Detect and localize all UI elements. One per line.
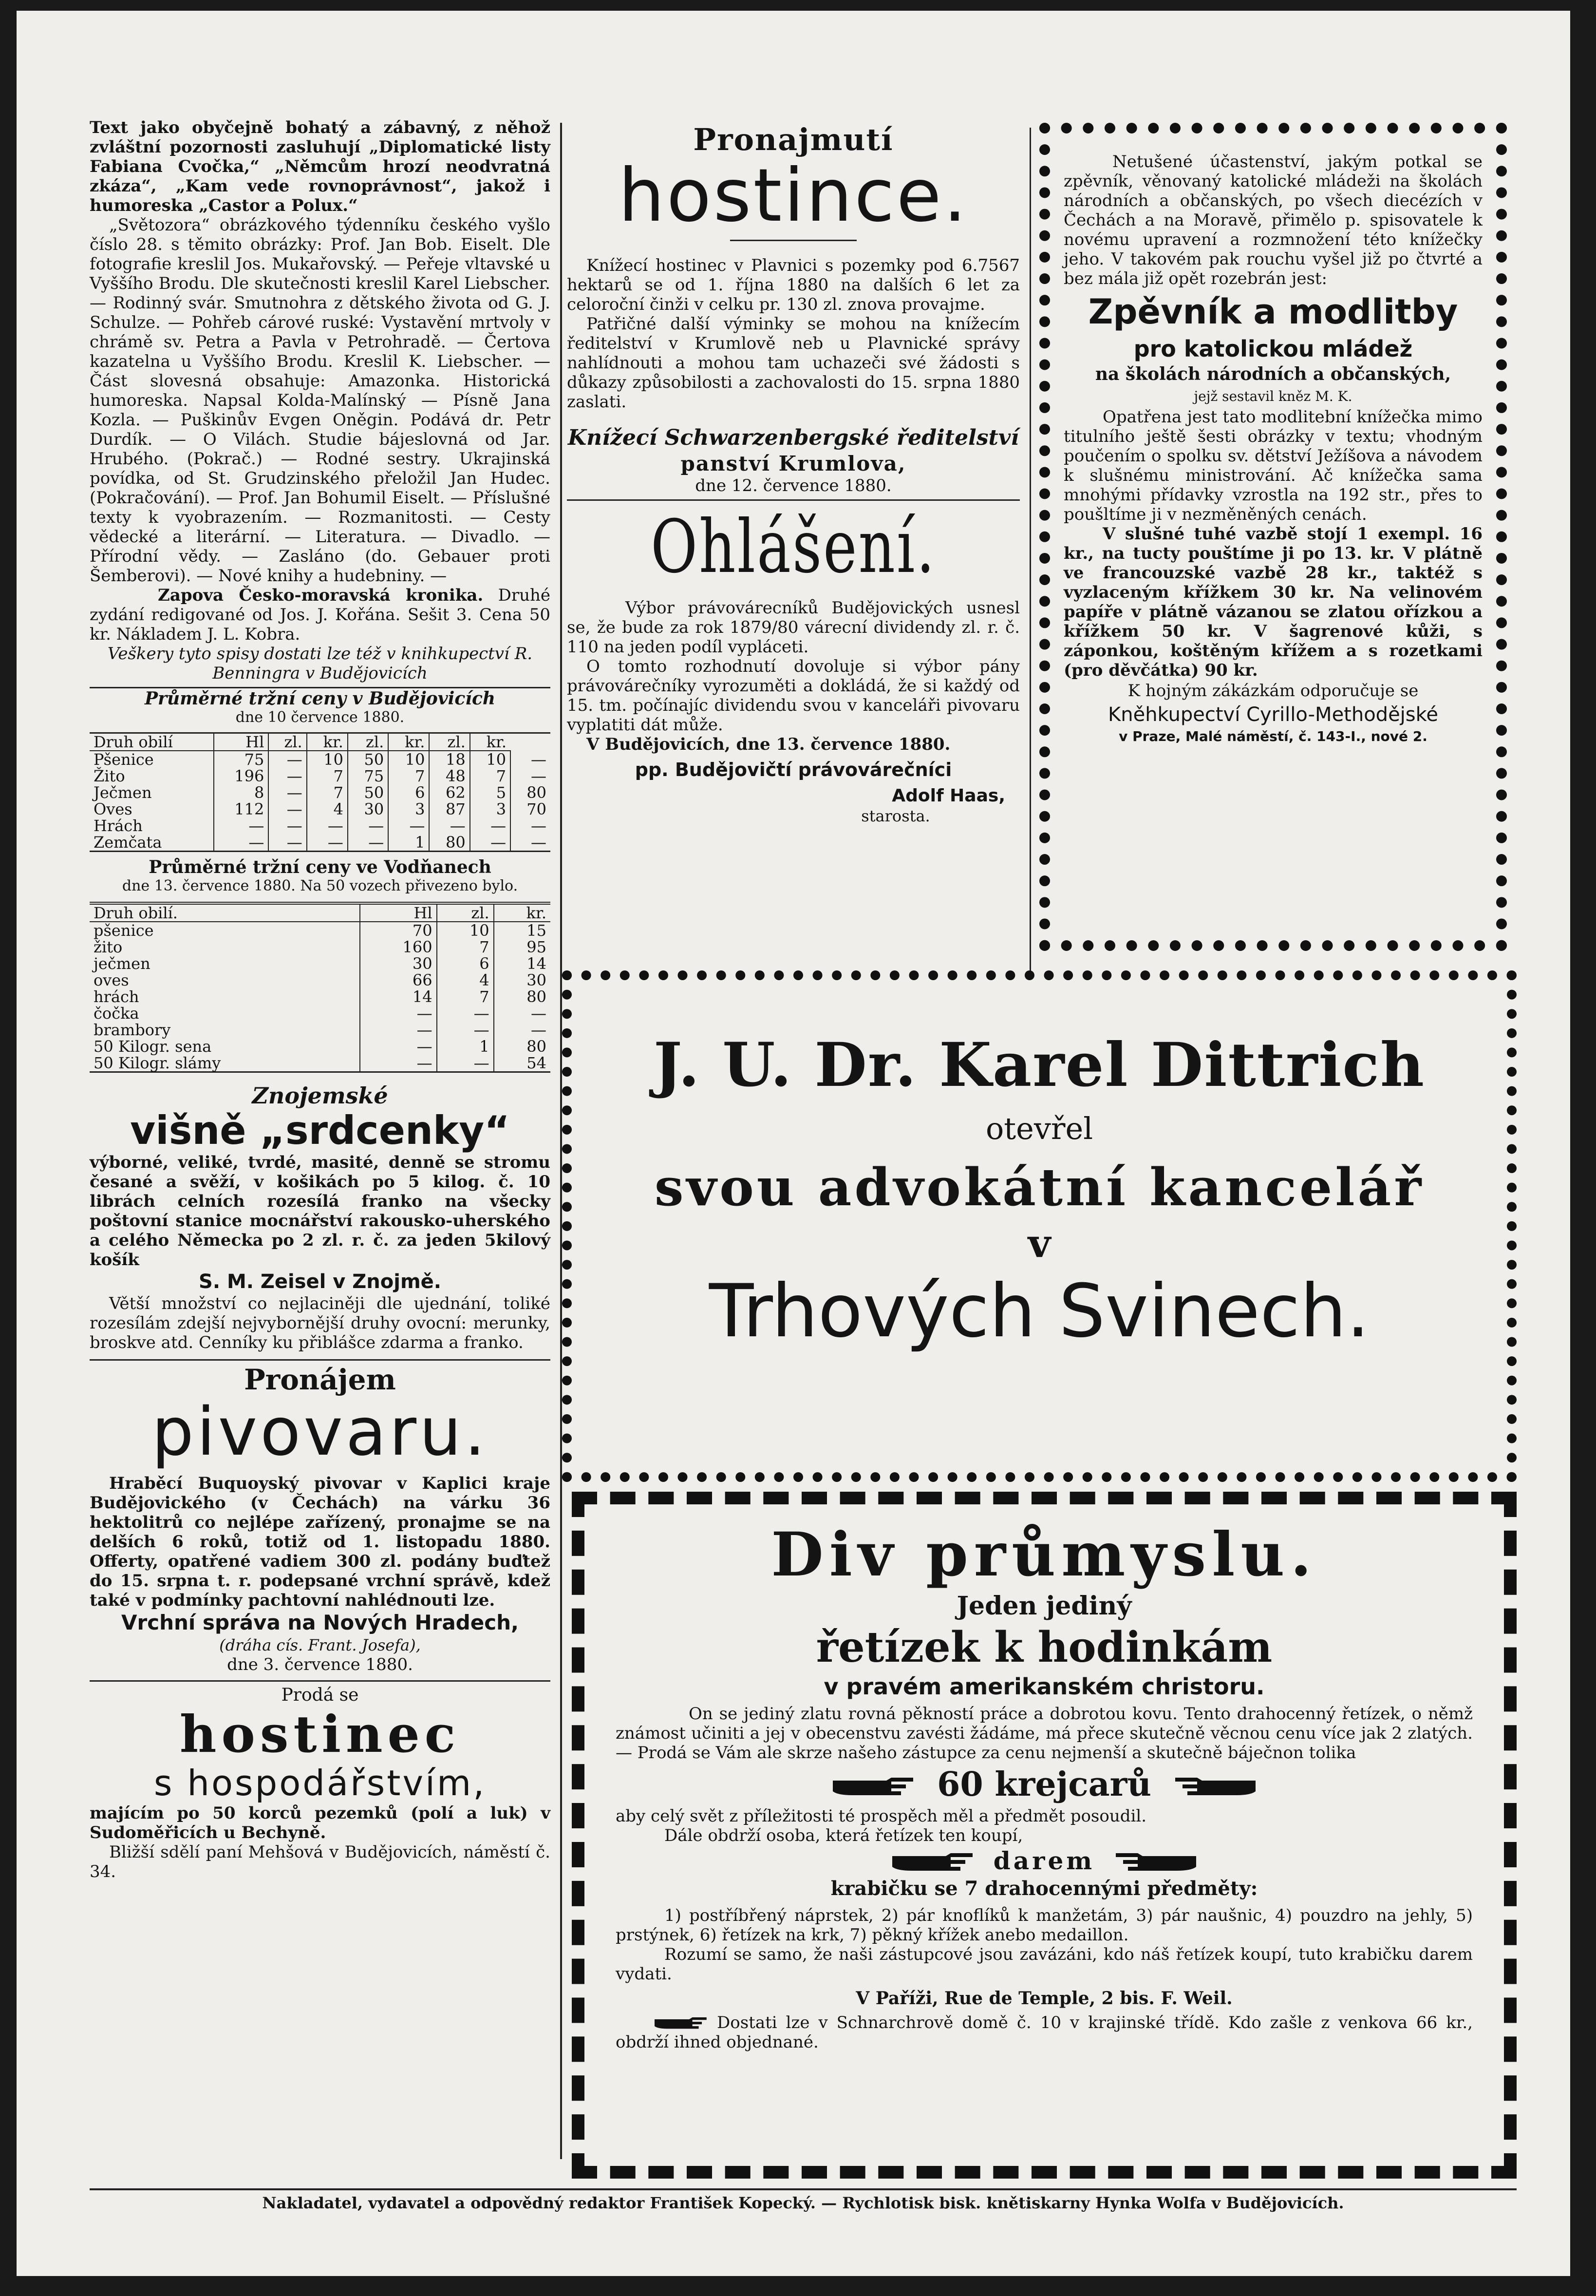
- middle-column: [567, 123, 1020, 825]
- div-text5: Dostati lze v Schnarchrově domě č. 10 v krajinské třídě. Kdo zašle z venkova 66 kr., obdrží ihned objednané.: [616, 2013, 1473, 2052]
- table-cell: 1: [388, 834, 429, 852]
- table-cell: —: [510, 751, 550, 768]
- table-cell: 7: [437, 939, 494, 955]
- table-row: [90, 1038, 550, 1055]
- hostinec-sale-subtitle: s hospodářstvím,: [153, 1763, 487, 1803]
- zpevnik-author: jejž sestavil kněz M. K.: [1194, 388, 1352, 404]
- table-cell: 7: [307, 768, 348, 784]
- ohlaseni-name: Adolf Haas,: [892, 786, 1005, 806]
- table-cell: 50 Kilogr. sena: [94, 1037, 212, 1056]
- footer-imprint: Nakladatel, vydavatel a odpovědný redaktor František Kopecký. — Rychlotisk bisk. knětiskarny Hynka Wolfa v Budějovicích.: [262, 2194, 1344, 2212]
- zpevnik-sub2: na školách národních a občanských,: [1095, 364, 1451, 384]
- table-cell: 48: [429, 768, 469, 784]
- hostinec-sale-heading: Prodá se: [281, 1685, 359, 1705]
- table-cell: 18: [429, 751, 469, 768]
- table-cell: 50: [348, 784, 388, 801]
- market1-date: dne 10 července 1880.: [235, 709, 405, 726]
- schwarzenberg-signature: Knížecí Schwarzenbergské ředitelství: [567, 425, 1019, 450]
- table-cell: 14: [494, 955, 550, 972]
- table-row: [90, 834, 550, 852]
- column-divider-middle: [1030, 128, 1031, 975]
- table-cell: 30: [348, 801, 388, 817]
- table-header-cell: kr.: [470, 733, 510, 751]
- zpevnik-address: v Praze, Malé náměstí, č. 143-I., nové 2.: [1119, 728, 1427, 744]
- table-cell: —: [214, 834, 268, 852]
- table-cell: 6: [437, 955, 494, 972]
- table-header-cell: Druh obilí.: [90, 903, 360, 922]
- table-cell: 7: [470, 768, 510, 784]
- table-cell: 54: [494, 1055, 550, 1072]
- zpevnik-prices: V slušné tuhé vazbě stojí 1 exempl. 16 kr., na tucty pouštíme ji po 13. kr. V plátně ve francouzské vazbě 28 kr., taktéž s vyzlaceným křížkem 30 kr. Na velinovém papíře v plátně vázanou se zlatou ořízkou a křížkem 50 kr. V šagrenové kůži, s záponkou, koštěným křížem a s rozetkami (pro děvčátka) 90 kr.: [1064, 524, 1483, 680]
- table-cell: 50 Kilogr. slámy: [94, 1054, 221, 1072]
- table-cell: 8: [214, 784, 268, 801]
- hostinec-sale-ad: [90, 1680, 550, 1881]
- table-cell: 5: [470, 784, 510, 801]
- ohlaseni-place: V Budějovicích, dne 13. července 1880.: [586, 735, 951, 754]
- table-row: [90, 939, 550, 955]
- ohlaseni-title: Ohlášení.: [651, 505, 936, 589]
- table-cell: —: [510, 834, 550, 852]
- table-cell: —: [360, 1038, 437, 1055]
- table-cell: 4: [307, 801, 348, 817]
- table-cell: —: [268, 784, 306, 801]
- table-header-cell: kr.: [307, 733, 348, 751]
- table-cell: ječmen: [94, 954, 150, 973]
- table-cell: Oves: [94, 800, 132, 818]
- dittrich-line1: otevřel: [985, 1111, 1093, 1146]
- table-header-cell: Druh obilí: [90, 733, 214, 751]
- table-cell: 62: [429, 784, 469, 801]
- div-sub3: v pravém amerikanském christoru.: [824, 1673, 1265, 1700]
- table-header-cell: zl.: [429, 733, 469, 751]
- table-header-cell: Hl: [360, 903, 437, 922]
- table-cell: —: [437, 1005, 494, 1022]
- zpevnik-shop: Kněhkupectví Cyrillo-Methodějské: [1108, 703, 1438, 726]
- table-header-cell: zl.: [348, 733, 388, 751]
- table-cell: —: [470, 817, 510, 834]
- pronajmuti-heading: Pronajmutí: [693, 122, 894, 157]
- div-price-line: [616, 1763, 1473, 1806]
- table-cell: —: [214, 817, 268, 834]
- table-row: [90, 751, 550, 768]
- table-cell: —: [348, 817, 388, 834]
- hostinec-sale-text2: Bližší sdělí paní Mehšová v Budějovicích, náměstí č. 34.: [90, 1842, 550, 1881]
- kronika-text: Druhé zydání redigované od Jos. J. Kořána. Sešit 3. Cena 50 kr. Nákladem J. L. Kobra.: [90, 586, 551, 644]
- table-cell: čočka: [94, 1004, 139, 1023]
- newspaper-page: [17, 11, 1570, 2276]
- ohlaseni-text2: O tomto rozhodnutí dovoluje si výbor pány právovárečníky vyrozuměti a dokládá, že si každý od 15. tm. počínajíc dividendu svou v kanceláři pivovaru vyplatiti dát může.: [567, 657, 1020, 735]
- table-cell: —: [510, 817, 550, 834]
- pivovar-heading: Pronájem: [244, 1363, 396, 1396]
- table-cell: 15: [494, 922, 550, 939]
- pivovar-railway: (dráha cís. Frant. Josefa),: [219, 1636, 421, 1654]
- table-cell: —: [437, 1055, 494, 1072]
- table-row: [90, 784, 550, 801]
- table-cell: —: [268, 817, 306, 834]
- table-cell: Pšenice: [94, 750, 154, 769]
- table-row: [90, 801, 550, 817]
- div-text4: Rozumí se samo, že naši zástupcové jsou zavázáni, kdo náš řetízek koupí, tuto krabičku darem vydati.: [616, 1945, 1473, 1984]
- table-cell: 80: [510, 784, 550, 801]
- visne-seller: S. M. Zeisel v Znojmě.: [199, 1271, 441, 1293]
- pointing-hand-right-icon: [655, 2016, 708, 2031]
- table-cell: 10: [470, 751, 510, 768]
- schwarzenberg-signature2: panství Krumlova,: [680, 452, 906, 475]
- table-cell: 10: [388, 751, 429, 768]
- table-cell: 196: [214, 768, 268, 784]
- visne-text: výborné, veliké, tvrdé, masité, denně se stromu česané a svěží, v košikách po 5 kilog. č. 10 librách celních rozesílá franko na všecky poštovní stanice mocnářství rakousko-uherského a celého Německa po 2 zl. r. č. za jeden 5kilový košík: [90, 1153, 550, 1270]
- table-cell: 160: [360, 939, 437, 955]
- table-row: [90, 988, 550, 1005]
- table-cell: hrách: [94, 987, 139, 1006]
- table-cell: 7: [388, 768, 429, 784]
- table-cell: žito: [94, 938, 123, 956]
- zpevnik-recommend: K hojným zákázkám odporučuje se: [1127, 681, 1419, 701]
- table-cell: Hrách: [94, 816, 143, 835]
- table-cell: 95: [494, 939, 550, 955]
- table-cell: 75: [348, 768, 388, 784]
- dittrich-name: J. U. Dr. Karel Dittrich: [653, 1030, 1426, 1101]
- table-row: [90, 768, 550, 784]
- table-row: [90, 817, 550, 834]
- market2-table: [90, 902, 550, 1073]
- ohlaseni-role: starosta.: [861, 807, 930, 825]
- table-cell: 7: [307, 784, 348, 801]
- middle-separator: [567, 499, 1020, 501]
- div-text3: Dále obdrží osoba, která řetízek ten koupí,: [664, 1826, 1023, 1845]
- pronajmuti-title: hostince.: [618, 153, 969, 238]
- div-address: V Paříži, Rue de Temple, 2 bis. F. Weil.: [856, 1988, 1233, 2009]
- table-row: [90, 955, 550, 972]
- table-cell: —: [510, 768, 550, 784]
- kronika-title: Zapova Česko-moravská kronika.: [158, 586, 484, 605]
- div-gift-line: [616, 1845, 1473, 1877]
- table-cell: 80: [429, 834, 469, 852]
- table-header-cell: kr.: [388, 733, 429, 751]
- pronajmuti-text2: Patřičné další výminky se mohou na knížecím ředitelství v Krumlově neb u Plavnické správy nahlídnouti a mohou tam uchazeči své žádosti s důkazy způsobilosti a zachovalosti do 15. srpna 1880 zaslati.: [567, 314, 1020, 412]
- market-table-budejovice: [90, 687, 550, 852]
- div-gift: darem: [993, 1846, 1095, 1875]
- table-cell: —: [360, 1022, 437, 1038]
- table-row: [90, 922, 550, 939]
- visne-title: višně „srdcenky“: [130, 1108, 510, 1153]
- table-cell: 80: [494, 1038, 550, 1055]
- market1-table: [90, 732, 550, 852]
- pivovar-signature: Vrchní správa na Nových Hradech,: [121, 1611, 519, 1634]
- visne-origin: Znojemské: [252, 1082, 388, 1109]
- div-title: Div průmyslu.: [771, 1519, 1317, 1590]
- div-text2: aby celý svět z příležitosti té prospěch měl a předmět posoudil.: [616, 1806, 1147, 1826]
- table-cell: —: [429, 817, 469, 834]
- div-price: 60 krejcarů: [937, 1765, 1151, 1804]
- table-cell: —: [494, 1005, 550, 1022]
- pointing-hand-right-icon: [833, 1777, 916, 1798]
- zpevnik-title: Zpěvník a modlitby: [1088, 292, 1458, 332]
- div-sub1: Jeden jediný: [957, 1591, 1132, 1621]
- table-cell: 50: [348, 751, 388, 768]
- table-cell: 87: [429, 801, 469, 817]
- table-cell: 75: [214, 751, 268, 768]
- table-cell: 3: [388, 801, 429, 817]
- table-cell: oves: [94, 971, 129, 989]
- table-row: [90, 1055, 550, 1072]
- visne-text2: Větší množství co nejlaciněji dle ujednání, toliké rozesílám zdejší nejvybornější druhy ovocní: merunky, broskve atd. Cenníky ku přiblášce zdarma a franko.: [90, 1294, 550, 1352]
- zpevnik-sub: pro katolickou mládež: [1133, 336, 1413, 362]
- table-cell: pšenice: [94, 921, 154, 940]
- review-paragraph: Text jako obyčejně bohatý a zábavný, z něhož zvláštní pozornosti zasluhují „Diplomatické listy Fabiana Cvočka,“ „Němcům hrozí neodvratná zkáza“, „Kam vede rovnoprávnost“, jakož i humoreska „Castor a Polux.“: [90, 118, 550, 215]
- hostinec-sale-text: majícím po 50 korců pezemků (polí a luk) v Sudoměřicích u Bechyně.: [90, 1803, 550, 1842]
- table-cell: Ječmen: [94, 783, 152, 802]
- table-cell: 66: [360, 972, 437, 988]
- pointing-hand-right-icon: [892, 1852, 975, 1874]
- div-sub2: řetízek k hodinkám: [816, 1623, 1273, 1672]
- table-cell: Žito: [94, 767, 125, 785]
- table-header-cell: zl.: [437, 903, 494, 922]
- bottom-rule: [90, 2188, 1517, 2190]
- title-flourish: [730, 240, 857, 241]
- pivovar-ad: [90, 1359, 550, 1674]
- pivovar-text: Hraběcí Buquoyský pivovar v Kaplici kraje Budějovického (v Čechách) na várku 36 hektolitrů co nejlépe zařízený, pronajme se na delších 6 roků, totiž od 1. listopadu 1880. Offerty, opatřené vadiem 300 zl. podány buďtež do 15. srpna t. r. podepsané vrchní správě, kdež také v podmínky pachtovní nahlédnouti lze.: [90, 1474, 550, 1610]
- market1-title: Průměrné tržní ceny v Budějovicích: [144, 688, 496, 709]
- pointing-hand-left-icon: [1113, 1852, 1196, 1874]
- div-box: krabičku se 7 drahocennými předměty:: [830, 1877, 1258, 1900]
- table-cell: 10: [307, 751, 348, 768]
- kronika-note: Veškery tyto spisy dostati lze též v knihkupectví R. Benningra v Budějovicích: [107, 644, 533, 683]
- div-text5-line: [616, 2013, 1473, 2052]
- table-header-cell: zl.: [268, 733, 306, 751]
- zpevnik-text: Netušené účastenství, jakým potkal se zpěvník, věnovaný katolické mládeži na školách národních a občanských, po všech diecézích v Čechách a na Moravě, přimělo p. spisovatele k novému upravení a rozmnožení této knížečky jeho. V takovém pak rouchu vyšel již po čtvrté a bez mála již opět rozebrán jest:: [1064, 152, 1483, 288]
- div-items: 1) postříbřený náprstek, 2) pár knoflíků k manžetám, 3) pár naušnic, 4) pouzdro na jehly, 5) prstýnek, 6) řetízek na krk, 7) pěkný křížek anebo medaillon.: [616, 1906, 1473, 1945]
- market-table-vodnany: [90, 857, 550, 1073]
- table-row: [90, 1022, 550, 1038]
- market2-date: dne 13. července 1880. Na 50 vozech přivezeno bylo.: [122, 877, 518, 894]
- table-cell: —: [348, 834, 388, 852]
- table-cell: —: [437, 1022, 494, 1038]
- table-cell: —: [268, 751, 306, 768]
- table-cell: 3: [470, 801, 510, 817]
- table-row: [90, 972, 550, 988]
- table-cell: 1: [437, 1038, 494, 1055]
- table-cell: brambory: [94, 1021, 171, 1039]
- market2-title: Průměrné tržní ceny ve Vodňanech: [149, 857, 491, 877]
- pivovar-date: dne 3. července 1880.: [227, 1655, 413, 1674]
- table-cell: 70: [510, 801, 550, 817]
- table-header-cell: Hl: [214, 733, 268, 751]
- table-cell: —: [470, 834, 510, 852]
- table-cell: 112: [214, 801, 268, 817]
- left-column: [90, 118, 550, 1881]
- div-ad: [616, 1521, 1473, 2052]
- table-cell: 6: [388, 784, 429, 801]
- table-cell: 30: [360, 955, 437, 972]
- table-cell: —: [268, 834, 306, 852]
- zpevnik-text2: Opatřena jest tato modlitební knížečka mimo titulního ještě šesti obrázky v textu; vhodným poučením o spolku sv. dětství Ježíšova a návodem k slušnému ministrování. Ač knížečka sama mnohými přídavky vzrostla na 192 str., přes to poušltíme ji v nezměněných cenách.: [1064, 407, 1483, 524]
- dittrich-line3: v: [1028, 1220, 1051, 1266]
- dittrich-line4: Trhových Svinech.: [709, 1269, 1370, 1354]
- table-cell: 4: [437, 972, 494, 988]
- ohlaseni-text: Výbor právovárecníků Budějovických usnesl se, že bude za rok 1879/80 várecní dividendy zl. r. č. 110 na jeden podíl vypláceti.: [567, 598, 1020, 657]
- table-cell: 30: [494, 972, 550, 988]
- table-cell: —: [268, 801, 306, 817]
- pivovar-title: pivovaru.: [151, 1394, 488, 1471]
- dittrich-line2: svou advokátní kancelář: [654, 1157, 1425, 1217]
- hostinec-sale-title: hostinec: [179, 1704, 461, 1764]
- table-cell: —: [307, 817, 348, 834]
- pointing-hand-left-icon: [1173, 1777, 1256, 1798]
- table-cell: 14: [360, 988, 437, 1005]
- zpevnik-ad: [1064, 152, 1483, 745]
- visne-ad: [90, 1082, 550, 1352]
- table-cell: 70: [360, 922, 437, 939]
- table-cell: —: [494, 1022, 550, 1038]
- svetozor-paragraph: „Světozora“ obrázkového týdenníku českého vyšlo číslo 28. s těmito obrázky: Prof. Jan Bob. Eiselt. Dle fotografie kreslil Jos. Mukařovský. — Peřeje vltavské u Vyššího Brodu. Dle skutečnosti kreslil Karel Liebscher. — Rodinný svár. Smutnohra z dětského života od G. J. Schulze. — Pohřeb cárové ruské: Vystavění mrtvoly v chrámě sv. Petra a Pavla v Petrohradě. — Čertova kazatelna u Vyššího Brodu. Kreslil K. Liebscher. — Část slovesná obsahuje: Amazonka. Historická humoreska. Napsal Kolda-Malínský — Písně Jana Kozla. — Puškinův Evgen Oněgin. Podává dr. Petr Durdík. — O Vilách. Studie bájeslovná od Jar. Hrubého. (Pokrač.) — Rodné sestry. Ukrajinská povídka, od St. Grudzinského přeložil Jan Hudec. (Pokračování). — Prof. Jan Bohumil Eiselt. — Příslušné texty k vyobrazením. — Rozmanitosti. — Cesty vědecké a literární. — Literatura. — Divadlo. — Přírodní vědy. — Zasláno (do. Gebauer proti Šemberovi). — Nové knihy a hudebniny. —: [90, 215, 550, 586]
- pronajmuti-text: Knížecí hostinec v Plavnici s pozemky pod 6.7567 hektarů se od 1. října 1880 na dalších 6 let za celoroční činži v celku pr. 130 zl. znova provajme.: [567, 256, 1020, 314]
- table-cell: 7: [437, 988, 494, 1005]
- schwarzenberg-date: dne 12. července 1880.: [695, 476, 892, 495]
- table-cell: 10: [437, 922, 494, 939]
- table-row: [90, 1005, 550, 1022]
- kronika-paragraph: [90, 586, 550, 644]
- table-cell: —: [388, 817, 429, 834]
- div-text: On se jediný zlatu rovná pěkností práce a dobrotou kovu. Tento drahocenný řetízek, o němž známost učiniti a jej v obecenstvu zavésti žádáme, má přece skutečně věcnou cenu více jak 2 zlatých. — Prodá se Vám ale skrze našeho zástupce za cenu nejmenší a skutečně báječnon tolika: [616, 1704, 1473, 1763]
- table-cell: 80: [494, 988, 550, 1005]
- table-cell: —: [360, 1055, 437, 1072]
- table-cell: —: [360, 1005, 437, 1022]
- table-header-cell: kr.: [494, 903, 550, 922]
- dittrich-ad: [591, 1029, 1487, 1355]
- table-cell: Zemčata: [94, 833, 162, 852]
- table-cell: —: [268, 768, 306, 784]
- ohlaseni-sign: pp. Budějovičtí právovárečníci: [635, 759, 952, 780]
- table-cell: —: [307, 834, 348, 852]
